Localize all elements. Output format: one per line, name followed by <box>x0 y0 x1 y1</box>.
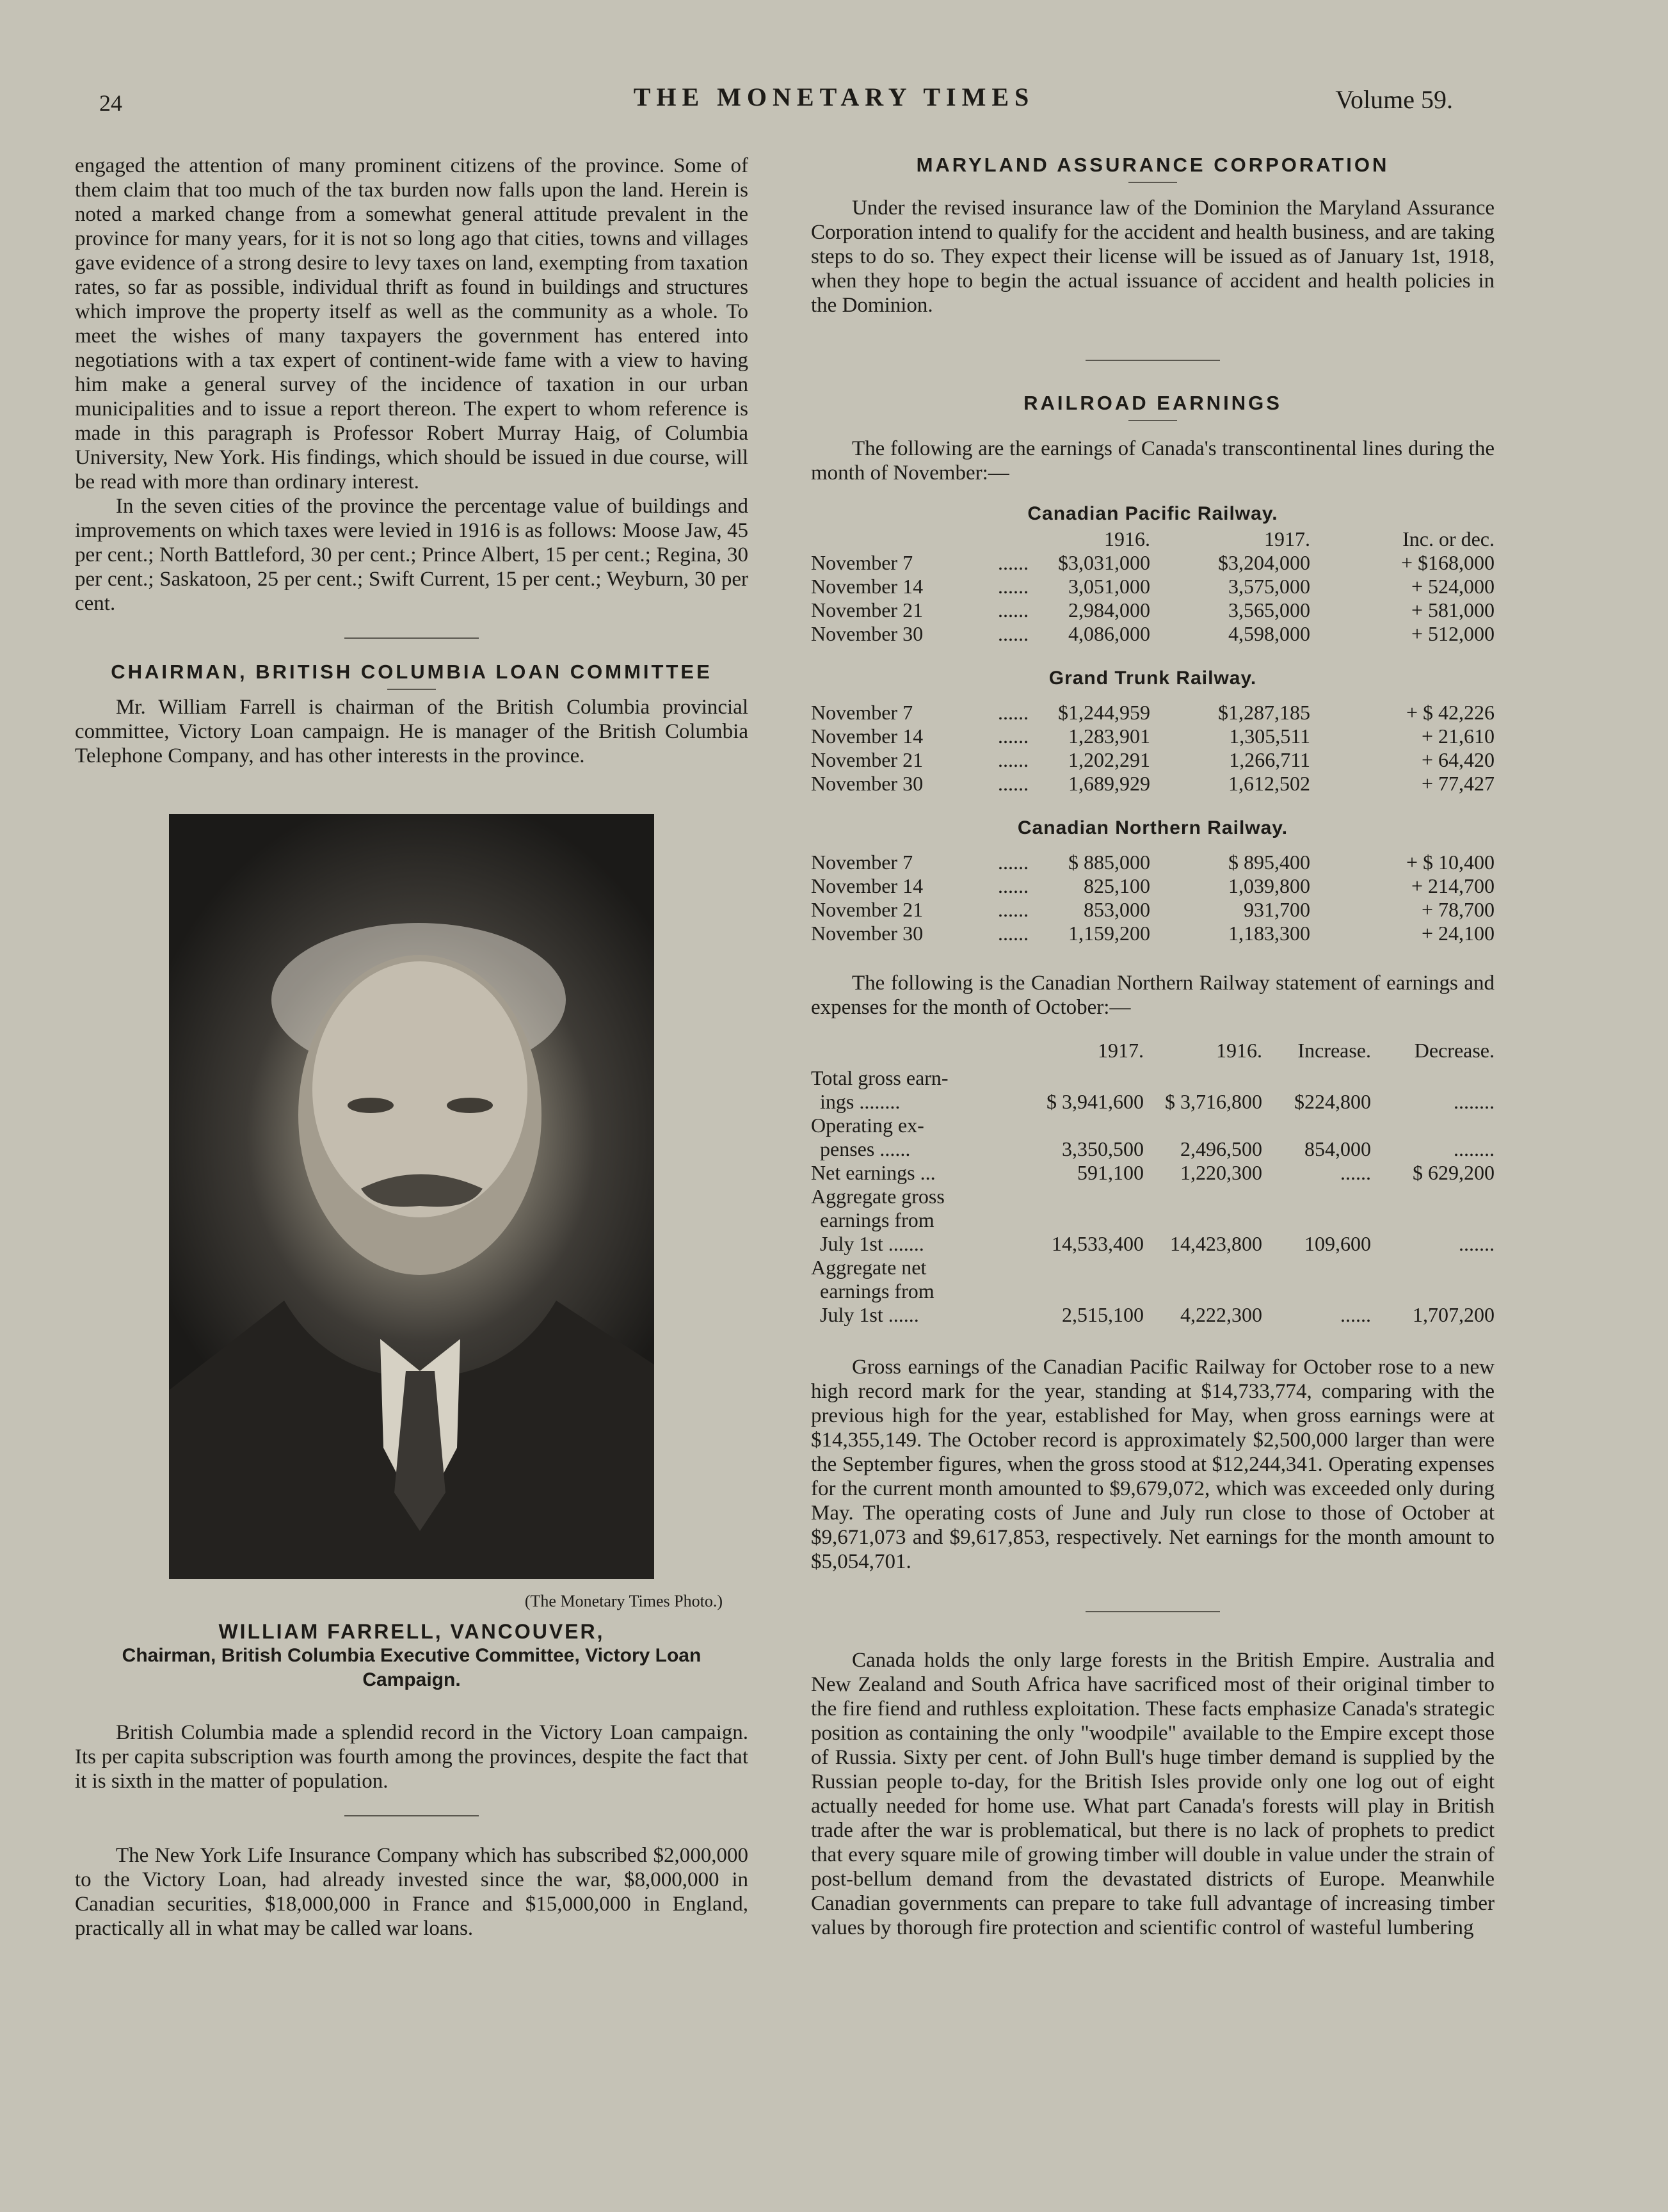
value-decrease: 1,707,200 <box>1413 1303 1495 1326</box>
label-line: July 1st ....... <box>820 1232 924 1255</box>
value-1916: 1,202,291 <box>1068 748 1150 771</box>
table-row <box>811 1185 1495 1256</box>
running-header <box>0 82 1668 120</box>
value-1916: $ 3,716,800 <box>1165 1090 1262 1113</box>
railroad-earnings-heading: RAILROAD EARNINGS <box>1023 392 1282 414</box>
column-header: 1917. <box>1264 527 1310 550</box>
value-1917: 4,598,000 <box>1228 622 1310 645</box>
value-1917: 1,612,502 <box>1228 772 1310 795</box>
leader-dots: ...... <box>998 748 1029 771</box>
value-1917: 1,183,300 <box>1228 922 1310 945</box>
value-1916: 2,496,500 <box>1180 1137 1262 1160</box>
value-change: + 214,700 <box>1411 874 1495 897</box>
statement-intro: The following is the Canadian Northern Railway statement of earnings and expenses for the month of October:— <box>811 972 1495 1019</box>
maryland-heading: MARYLAND ASSURANCE CORPORATION <box>916 154 1390 176</box>
value-1916: 2,984,000 <box>1068 598 1150 621</box>
label-line: Net earnings ... <box>811 1161 936 1184</box>
cities-paragraph: In the seven cities of the province the percentage value of buildings and improvements on which taxes were levied in 1916 is as follows: Moose Jaw, 45 per cent.; North Battleford, 30 per cent.; Prince Albert, 15 per cent.; Regina, 30 per cent.; Saskatoon, 25 per cent.; Swift Current, 15 per cent.; Weyburn, 30 per cent. <box>75 495 748 615</box>
value-1917: $1,287,185 <box>1218 701 1310 724</box>
british-columbia-paragraph: British Columbia made a splendid record in the Victory Loan campaign. Its per capita subscription was fourth among the provinces, despite the fact that it is sixth in the matter of population. <box>75 1721 748 1793</box>
row-label: November 14 <box>811 874 924 897</box>
railway-name: Grand Trunk Railway. <box>1048 668 1257 689</box>
value-decrease: $ 629,200 <box>1413 1161 1495 1184</box>
row-label: November 30 <box>811 772 924 795</box>
label-line: ings ........ <box>820 1090 901 1113</box>
photo-credit: (The Monetary Times Photo.) <box>524 1592 723 1610</box>
table-row <box>811 598 1495 622</box>
value-1917: 1,305,511 <box>1229 725 1310 748</box>
leader-dots: ...... <box>998 898 1029 921</box>
table-row <box>811 748 1495 772</box>
leader-dots: ...... <box>998 874 1029 897</box>
caption-name: WILLIAM FARRELL, VANCOUVER, <box>218 1620 605 1643</box>
value-change: + 64,420 <box>1421 748 1495 771</box>
row-label: November 14 <box>811 575 924 598</box>
value-1917: $3,204,000 <box>1218 551 1310 574</box>
value-increase: ...... <box>1340 1161 1371 1184</box>
section-divider <box>344 637 479 639</box>
value-1917: 2,515,100 <box>1062 1303 1144 1326</box>
value-change: + $168,000 <box>1400 551 1495 574</box>
section-divider <box>1086 360 1220 361</box>
value-1916: 14,423,800 <box>1170 1232 1262 1255</box>
table-row <box>811 1066 1495 1114</box>
taxation-paragraph: engaged the attention of many prominent citizens of the province. Some of them claim that too much of the tax burden now falls upon the land. Herein is noted a marked change from a somewhat general attitude prevalent in the province for many years, for it is not so long ago that cities, towns and villages gave evidence of a strong desire to levy taxes on land, exempting from taxation rates, so far as possible, individual thrift as found in buildings and structures which improve the property itself as well as the community as a whole. To meet the wishes of many taxpayers the government has entered into negotiations with a tax expert of continent-wide fame with a view to having him make a general survey of the incidence of taxation in our urban municipalities and to issue a report thereon. The expert to whom reference is made in this paragraph is Professor Robert Murray Haig, of Columbia University, New York. His findings, which should be issued in due course, will be read with more than ordinary interest. <box>75 154 748 493</box>
grand-trunk-earnings-table <box>811 701 1495 796</box>
section-divider <box>1086 1611 1220 1612</box>
chairman-paragraph: Mr. William Farrell is chairman of the British Columbia provincial committee, Victory Loan campaign. He is manager of the British Columbia Telephone Company, and has other interests in the province. <box>75 696 748 767</box>
railroad-intro: The following are the earnings of Canada's transcontinental lines during the month of November:— <box>811 437 1495 485</box>
value-1917: 931,700 <box>1244 898 1310 921</box>
value-change: + 78,700 <box>1421 898 1495 921</box>
value-1916: $1,244,959 <box>1058 701 1150 724</box>
column-header: 1916. <box>1216 1039 1262 1062</box>
leader-dots: ...... <box>998 772 1029 795</box>
heading-rule <box>1128 182 1177 183</box>
label-line: Operating ex- <box>811 1114 924 1137</box>
leader-dots: ...... <box>998 551 1029 574</box>
value-1917: 3,575,000 <box>1228 575 1310 598</box>
value-1916: 1,159,200 <box>1068 922 1150 945</box>
label-line: penses ...... <box>820 1137 911 1160</box>
table-row <box>811 922 1495 945</box>
value-1917: 3,565,000 <box>1228 598 1310 621</box>
label-line: Aggregate gross <box>811 1185 945 1208</box>
value-1917: 3,350,500 <box>1062 1137 1144 1160</box>
portrait-photo <box>169 814 654 1579</box>
new-york-life-paragraph: The New York Life Insurance Company which has subscribed $2,000,000 to the Victory Loan, had already invested since the war, $8,000,000 in Canadian securities, $18,000,000 in France and $15,000,000 in England, practically all in what may be called war loans. <box>75 1844 748 1940</box>
left-column <box>75 154 748 1941</box>
heading-rule <box>1128 420 1177 421</box>
heading-rule <box>387 689 436 690</box>
value-decrease: ........ <box>1454 1137 1495 1160</box>
cpr-earnings-table <box>811 527 1495 646</box>
row-label: November 7 <box>811 701 913 724</box>
table-row <box>811 701 1495 725</box>
value-1916: $ 885,000 <box>1068 851 1150 874</box>
railway-name: Canadian Northern Railway. <box>1017 817 1288 838</box>
value-change: + 512,000 <box>1411 622 1495 645</box>
table-header-row <box>811 1039 1495 1062</box>
value-1916: 1,689,929 <box>1068 772 1150 795</box>
table-row <box>811 1161 1495 1185</box>
row-label: November 21 <box>811 898 924 921</box>
table-row <box>811 725 1495 748</box>
value-1916: $3,031,000 <box>1058 551 1150 574</box>
row-label: November 7 <box>811 551 913 574</box>
value-change: + 21,610 <box>1421 725 1495 748</box>
leader-dots: ...... <box>998 725 1029 748</box>
value-change: + 581,000 <box>1411 598 1495 621</box>
value-change: + 77,427 <box>1421 772 1495 795</box>
portrait-illustration <box>169 814 654 1579</box>
cpr-earnings-paragraph: Gross earnings of the Canadian Pacific Railway for October rose to a new high record mark for the year, standing at $14,733,774, comparing with the previous high for the year, established for May, when gross earnings were at $14,355,149. The October record is approximately $2,500,000 larger than were the September figures, when the gross stood at $12,244,341. Operating expenses for the current month amounted to $9,679,072, which was exceeded only during May. The operating costs of June and July run close to those of October at $9,671,073 and $9,617,853, respectively. Net earnings for the month amount to $5,054,701. <box>811 1356 1495 1573</box>
label-line: earnings from <box>820 1208 934 1231</box>
value-1916: 853,000 <box>1084 898 1150 921</box>
value-1916: 825,100 <box>1084 874 1150 897</box>
value-1916: 1,283,901 <box>1068 725 1150 748</box>
leader-dots: ...... <box>998 622 1029 645</box>
right-column <box>811 154 1495 1940</box>
value-change: + 24,100 <box>1421 922 1495 945</box>
value-increase: ...... <box>1340 1303 1371 1326</box>
forests-paragraph: Canada holds the only large forests in the British Empire. Australia and New Zealand and South Africa have sacrificed most of their original timber to the fire fiend and ruthless exploitation. These facts emphasize Canada's strategic position as containing the only "woodpile" available to the Empire except those of Russia. Sixty per cent. of John Bull's huge timber demand is supplied by the Russian people to-day, for the British Isles provide only one log out of eight actually needed for home use. What part Canada's forests will play in British trade after the war is problematical, but there is no lack of prophets to predict that every square mile of growing timber will double in value under the strain of post-bellum demand from the devastated districts of Europe. Meanwhile Canadian governments can prepare to take full advantage of increasing timber values by thorough fire protection and scientific control of wasteful lumbering <box>811 1649 1495 1939</box>
row-label: November 14 <box>811 725 924 748</box>
value-change: + $ 42,226 <box>1406 701 1495 724</box>
value-increase: $224,800 <box>1294 1090 1371 1113</box>
leader-dots: ...... <box>998 701 1029 724</box>
value-1917: 591,100 <box>1077 1161 1144 1184</box>
table-row <box>811 772 1495 796</box>
column-header: Inc. or dec. <box>1402 527 1495 550</box>
table-row <box>811 622 1495 646</box>
table-header-row <box>811 527 1495 551</box>
value-1917: 1,266,711 <box>1229 748 1310 771</box>
value-increase: 854,000 <box>1304 1137 1371 1160</box>
railway-name: Canadian Pacific Railway. <box>1027 503 1278 524</box>
row-label: November 30 <box>811 922 924 945</box>
table-row <box>811 851 1495 874</box>
row-label: November 21 <box>811 598 924 621</box>
table-row <box>811 551 1495 575</box>
table-row <box>811 1114 1495 1161</box>
table-row <box>811 1256 1495 1327</box>
leader-dots: ...... <box>998 922 1029 945</box>
chairman-heading: CHAIRMAN, BRITISH COLUMBIA LOAN COMMITTEE <box>111 661 712 683</box>
label-line: Total gross earn- <box>811 1066 949 1089</box>
value-1916: 4,086,000 <box>1068 622 1150 645</box>
value-change: + 524,000 <box>1411 575 1495 598</box>
column-header: Increase. <box>1297 1039 1371 1062</box>
value-1917: $ 895,400 <box>1228 851 1310 874</box>
label-line: Aggregate net <box>811 1256 927 1279</box>
row-label: November 7 <box>811 851 913 874</box>
column-header: Decrease. <box>1414 1039 1495 1062</box>
table-row <box>811 874 1495 898</box>
label-line: earnings from <box>820 1279 934 1302</box>
section-divider <box>344 1815 479 1816</box>
row-label: November 21 <box>811 748 924 771</box>
value-1916: 1,220,300 <box>1180 1161 1262 1184</box>
caption-title: Chairman, British Columbia Executive Committee, Victory Loan Campaign. <box>122 1645 702 1690</box>
value-decrease: ....... <box>1459 1232 1495 1255</box>
column-header: 1916. <box>1104 527 1150 550</box>
row-label: November 30 <box>811 622 924 645</box>
journal-title: THE MONETARY TIMES <box>633 83 1035 111</box>
canadian-northern-earnings-table <box>811 851 1495 945</box>
leader-dots: ...... <box>998 851 1029 874</box>
volume-label: Volume 59. <box>1335 85 1453 114</box>
value-1917: 1,039,800 <box>1228 874 1310 897</box>
value-1916: 3,051,000 <box>1068 575 1150 598</box>
value-change: + $ 10,400 <box>1406 851 1495 874</box>
value-decrease: ........ <box>1454 1090 1495 1113</box>
cnr-statement-table <box>811 1039 1495 1327</box>
label-line: July 1st ...... <box>820 1303 919 1326</box>
value-1917: $ 3,941,600 <box>1047 1090 1144 1113</box>
table-row <box>811 575 1495 598</box>
column-header: 1917. <box>1098 1039 1144 1062</box>
value-increase: 109,600 <box>1304 1232 1371 1255</box>
page-number: 24 <box>99 90 122 116</box>
value-1917: 14,533,400 <box>1052 1232 1144 1255</box>
leader-dots: ...... <box>998 575 1029 598</box>
table-row <box>811 898 1495 922</box>
value-1916: 4,222,300 <box>1180 1303 1262 1326</box>
leader-dots: ...... <box>998 598 1029 621</box>
maryland-paragraph: Under the revised insurance law of the Dominion the Maryland Assurance Corporation intend to qualify for the accident and health business, and are taking steps to do so. They expect their license will be issued as of January 1st, 1918, when they hope to begin the actual issuance of accident and health policies in the Dominion. <box>811 196 1495 317</box>
